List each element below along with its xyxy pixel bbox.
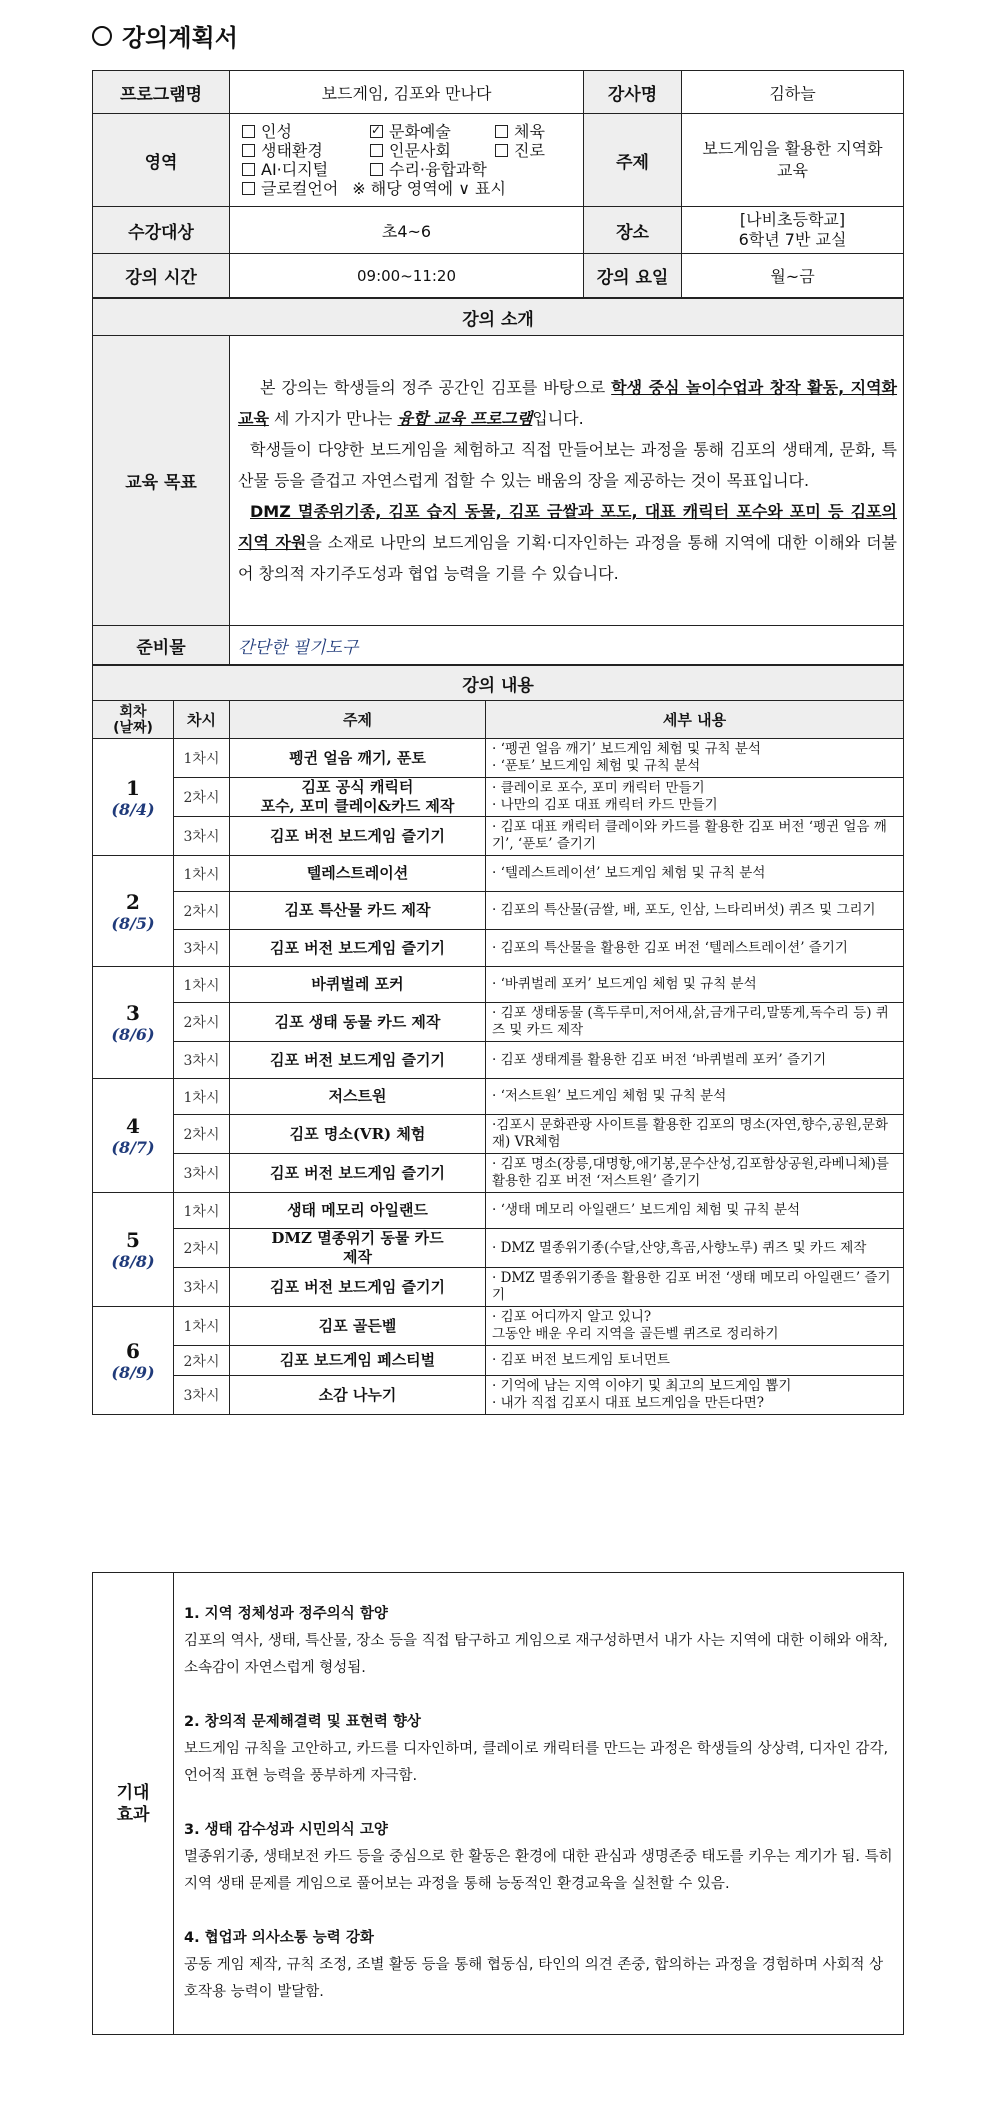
topic-cell: 김포 골든벨 bbox=[230, 1307, 486, 1346]
checkbox-icon[interactable] bbox=[495, 125, 508, 138]
area-option-label: 진로 bbox=[514, 141, 545, 160]
day-label: 강의 요일 bbox=[584, 254, 682, 298]
detail-cell: · 기억에 남는 지역 이야기 및 최고의 보드게임 뽑기 · 내가 직접 김포시 대표 보드게임을 만든다면? bbox=[486, 1376, 904, 1415]
order-cell: 1차시 bbox=[174, 1079, 230, 1115]
detail-cell: · 김포 생태계를 활용한 김포 버전 ‘바퀴벌레 포커’ 즐기기 bbox=[486, 1042, 904, 1079]
topic-cell: 펭귄 얼음 깨기, 푼토 bbox=[230, 739, 486, 778]
content-row bbox=[93, 1115, 904, 1154]
subject-label: 주제 bbox=[584, 114, 682, 207]
session-cell bbox=[93, 1079, 174, 1193]
effect-spacer bbox=[184, 1682, 893, 1709]
checkbox-icon[interactable] bbox=[370, 163, 383, 176]
session-number: 6 bbox=[126, 1339, 140, 1363]
detail-cell: · 클레이로 포수, 포미 캐릭터 만들기 · 나만의 김포 대표 캐릭터 카드 만들기 bbox=[486, 778, 904, 817]
area-label: 영역 bbox=[93, 114, 230, 207]
topic-cell: 저스트원 bbox=[230, 1079, 486, 1115]
detail-cell: · DMZ 멸종위기종을 활용한 김포 버전 ‘생태 메모리 아일랜드’ 즐기기 bbox=[486, 1268, 904, 1307]
area-option bbox=[370, 123, 495, 140]
session-cell bbox=[93, 856, 174, 967]
area-option-label: AI·디지털 bbox=[261, 160, 329, 179]
col-session: 회차 (날짜) bbox=[93, 701, 174, 739]
effect-heading: 3. 생태 감수성과 시민의식 고양 bbox=[184, 1822, 388, 1838]
area-option-label: 체육 bbox=[514, 122, 545, 141]
effects-content bbox=[174, 1573, 904, 2035]
content-row bbox=[93, 892, 904, 930]
order-cell: 2차시 bbox=[174, 1115, 230, 1154]
session-cell bbox=[93, 739, 174, 856]
goal-paragraph-3: DMZ 멸종위기종, 김포 습지 동물, 김포 금쌀과 포도, 대표 캐릭터 포수와 포미 등 김포의 지역 자원을 소재로 나만의 보드게임을 기획·디자인하는 과정을 통해 지역에 대한 이해와 더불어 창의적 자기주도성과 협업 능력을 기를 수 있습니다. bbox=[238, 502, 898, 583]
checked-box-icon[interactable] bbox=[370, 125, 383, 138]
content-row bbox=[93, 1079, 904, 1115]
effect-heading: 2. 창의적 문제해결력 및 표현력 향상 bbox=[184, 1714, 421, 1730]
session-number: 3 bbox=[126, 1001, 140, 1025]
effect-body: 보드게임 규칙을 고안하고, 카드를 디자인하며, 클레이로 캐릭터를 만드는 과정은 학생들의 상상력, 디자인 감각, 언어적 표현 능력을 풍부하게 자극함. bbox=[184, 1741, 889, 1784]
topic-cell: 김포 버전 보드게임 즐기기 bbox=[230, 1268, 486, 1307]
session-date: (8/4) bbox=[111, 799, 155, 819]
day-value: 월~금 bbox=[682, 254, 904, 298]
program-value: 보드게임, 김포와 만나다 bbox=[230, 71, 584, 114]
area-option-label: 문화예술 bbox=[389, 122, 451, 141]
session-date: (8/8) bbox=[111, 1252, 155, 1271]
checkbox-icon[interactable] bbox=[242, 182, 255, 195]
order-cell: 2차시 bbox=[174, 1003, 230, 1042]
content-row bbox=[93, 856, 904, 892]
area-option-label: 인문사회 bbox=[389, 141, 451, 160]
intro-header: 강의 소개 bbox=[93, 299, 904, 336]
document-title-text: 강의계획서 bbox=[122, 24, 238, 52]
order-cell: 3차시 bbox=[174, 1376, 230, 1415]
order-cell: 3차시 bbox=[174, 1268, 230, 1307]
detail-cell: · 김포 명소(장릉,대명항,애기봉,문수산성,김포함상공원,라베니체)를 활용한 김포 버전 ‘저스트원’ 즐기기 bbox=[486, 1154, 904, 1193]
checkbox-icon[interactable] bbox=[242, 125, 255, 138]
time-label: 강의 시간 bbox=[93, 254, 230, 298]
target-value: 초4~6 bbox=[230, 207, 584, 254]
topic-cell: DMZ 멸종위기 동물 카드 제작 bbox=[230, 1229, 486, 1268]
topic-cell: 김포 버전 보드게임 즐기기 bbox=[230, 1154, 486, 1193]
session-cell bbox=[93, 967, 174, 1079]
topic-cell: 김포 명소(VR) 체험 bbox=[230, 1115, 486, 1154]
instructor-value: 김하늘 bbox=[682, 71, 904, 114]
topic-cell: 김포 버전 보드게임 즐기기 bbox=[230, 930, 486, 967]
session-date: (8/5) bbox=[111, 913, 155, 933]
goal-label: 교육 목표 bbox=[93, 336, 230, 626]
session-date: (8/6) bbox=[111, 1025, 155, 1044]
topic-cell: 텔레스트레이션 bbox=[230, 856, 486, 892]
content-row bbox=[93, 1346, 904, 1376]
session-number: 4 bbox=[126, 1114, 140, 1138]
detail-cell: · 김포 버전 보드게임 토너먼트 bbox=[486, 1346, 904, 1376]
area-option bbox=[495, 142, 575, 159]
area-option bbox=[242, 161, 370, 178]
time-value: 09:00~11:20 bbox=[230, 254, 584, 298]
document-title bbox=[92, 18, 238, 53]
detail-cell: · ‘바퀴벌레 포커’ 보드게임 체험 및 규칙 분석 bbox=[486, 967, 904, 1003]
detail-cell: · 김포 대표 캐릭터 클레이와 카드를 활용한 김포 버전 ‘펭귄 얼음 깨기’, ‘푼토’ 즐기기 bbox=[486, 817, 904, 856]
order-cell: 1차시 bbox=[174, 1193, 230, 1229]
content-row bbox=[93, 967, 904, 1003]
area-option bbox=[370, 142, 495, 159]
order-cell: 2차시 bbox=[174, 1229, 230, 1268]
goal-content bbox=[230, 336, 904, 626]
session-number: 5 bbox=[126, 1228, 140, 1252]
area-option-label: 글로컬언어 bbox=[261, 179, 339, 198]
order-cell: 3차시 bbox=[174, 817, 230, 856]
detail-cell: · ‘펭귄 얼음 깨기’ 보드게임 체험 및 규칙 분석 · ‘푼토’ 보드게임 체험 및 규칙 분석 bbox=[486, 739, 904, 778]
detail-cell: · 김포 생태동물 (흑두루미,저어새,삵,금개구리,말똥게,독수리 등) 퀴즈 및 카드 제작 bbox=[486, 1003, 904, 1042]
checkbox-icon[interactable] bbox=[370, 144, 383, 157]
col-detail: 세부 내용 bbox=[486, 701, 904, 739]
detail-cell: · ‘텔레스트레이션’ 보드게임 체험 및 규칙 분석 bbox=[486, 856, 904, 892]
topic-cell: 김포 보드게임 페스티벌 bbox=[230, 1346, 486, 1376]
content-table bbox=[92, 665, 904, 1415]
effects-label: 기대 효과 bbox=[93, 1573, 174, 2035]
area-option bbox=[242, 142, 370, 159]
checkbox-icon[interactable] bbox=[242, 163, 255, 176]
subject-value: 보드게임을 활용한 지역화 교육 bbox=[682, 114, 904, 207]
topic-cell: 생태 메모리 아일랜드 bbox=[230, 1193, 486, 1229]
topic-cell: 김포 버전 보드게임 즐기기 bbox=[230, 817, 486, 856]
content-header: 강의 내용 bbox=[93, 666, 904, 701]
topic-cell: 김포 특산물 카드 제작 bbox=[230, 892, 486, 930]
content-row bbox=[93, 778, 904, 817]
instructor-label: 강사명 bbox=[584, 71, 682, 114]
content-row bbox=[93, 1229, 904, 1268]
order-cell: 1차시 bbox=[174, 967, 230, 1003]
place-line2: 6학년 7반 교실 bbox=[738, 230, 847, 249]
place-label: 장소 bbox=[584, 207, 682, 254]
prep-label: 준비물 bbox=[93, 626, 230, 665]
area-option-label: 인성 bbox=[261, 122, 292, 141]
session-number: 1 bbox=[126, 775, 140, 800]
content-row bbox=[93, 1307, 904, 1346]
area-option-label: 수리·융합과학 bbox=[389, 160, 487, 179]
session-cell bbox=[93, 1193, 174, 1307]
content-row bbox=[93, 1042, 904, 1079]
info-table bbox=[92, 70, 904, 298]
effects-table bbox=[92, 1572, 904, 2035]
effect-body: 멸종위기종, 생태보전 카드 등을 중심으로 한 활동은 환경에 대한 관심과 생명존중 태도를 키우는 계기가 됨. 특히 지역 생태 문제를 게임으로 풀어보는 과정을 통해 능동적인 환경교육을 실천할 수 있음. bbox=[184, 1849, 893, 1892]
order-cell: 2차시 bbox=[174, 892, 230, 930]
topic-cell: 김포 생태 동물 카드 제작 bbox=[230, 1003, 486, 1042]
detail-cell: · ‘저스트원’ 보드게임 체험 및 규칙 분석 bbox=[486, 1079, 904, 1115]
session-cell bbox=[93, 1307, 174, 1415]
topic-cell: 김포 버전 보드게임 즐기기 bbox=[230, 1042, 486, 1079]
content-row bbox=[93, 1268, 904, 1307]
detail-cell: · 김포 어디까지 알고 있니? 그동안 배운 우리 지역을 골든벨 퀴즈로 정리하기 bbox=[486, 1307, 904, 1346]
area-option bbox=[242, 123, 370, 140]
goal-paragraph-2: 학생들이 다양한 보드게임을 체험하고 직접 만들어보는 과정을 통해 김포의 생태계, 문화, 특산물 등을 즐겁고 자연스럽게 접할 수 있는 배움의 장을 제공하는 것이 목표입니다. bbox=[238, 440, 898, 490]
order-cell: 2차시 bbox=[174, 778, 230, 817]
topic-cell: 김포 공식 캐릭터 포수, 포미 클레이&카드 제작 bbox=[230, 778, 486, 817]
detail-cell: · 김포의 특산물(금쌀, 배, 포도, 인삼, 느타리버섯) 퀴즈 및 그리기 bbox=[486, 892, 904, 930]
effect-body: 김포의 역사, 생태, 특산물, 장소 등을 직접 탐구하고 게임으로 재구성하면서 내가 사는 지역에 대한 이해와 애착, 소속감이 자연스럽게 형성됨. bbox=[184, 1633, 888, 1676]
detail-cell: · ‘생태 메모리 아일랜드’ 보드게임 체험 및 규칙 분석 bbox=[486, 1193, 904, 1229]
session-number: 2 bbox=[126, 889, 140, 914]
area-option bbox=[495, 123, 575, 140]
place-line1: [나비초등학교] bbox=[739, 210, 846, 229]
session-date: (8/9) bbox=[111, 1363, 155, 1382]
prep-value: 간단한 필기도구 bbox=[230, 626, 904, 665]
area-options bbox=[230, 114, 584, 207]
area-option bbox=[370, 161, 495, 178]
target-label: 수강대상 bbox=[93, 207, 230, 254]
area-option-last-row bbox=[242, 180, 575, 197]
content-row bbox=[93, 1003, 904, 1042]
content-row bbox=[93, 817, 904, 856]
detail-cell: ·김포시 문화관광 사이트를 활용한 김포의 명소(자연,향수,공원,문화재) VR체험 bbox=[486, 1115, 904, 1154]
intro-table bbox=[92, 298, 904, 665]
effect-spacer bbox=[184, 1898, 893, 1925]
program-label: 프로그램명 bbox=[93, 71, 230, 114]
content-row bbox=[93, 1154, 904, 1193]
place-value bbox=[682, 207, 904, 254]
session-date: (8/7) bbox=[111, 1138, 155, 1157]
detail-cell: · DMZ 멸종위기종(수달,산양,흑곰,사향노루) 퀴즈 및 카드 제작 bbox=[486, 1229, 904, 1268]
content-row bbox=[93, 1193, 904, 1229]
topic-cell: 바퀴벌레 포커 bbox=[230, 967, 486, 1003]
content-row bbox=[93, 930, 904, 967]
detail-cell: · 김포의 특산물을 활용한 김포 버전 ‘텔레스트레이션’ 즐기기 bbox=[486, 930, 904, 967]
order-cell: 1차시 bbox=[174, 1307, 230, 1346]
order-cell: 1차시 bbox=[174, 856, 230, 892]
order-cell: 3차시 bbox=[174, 1042, 230, 1079]
content-row bbox=[93, 1376, 904, 1415]
col-topic: 주제 bbox=[230, 701, 486, 739]
area-option-label: 생태환경 bbox=[261, 141, 323, 160]
effect-spacer bbox=[184, 1790, 893, 1817]
effect-heading: 1. 지역 정체성과 정주의식 함양 bbox=[184, 1606, 388, 1622]
circle-bullet-icon bbox=[92, 26, 112, 46]
order-cell: 2차시 bbox=[174, 1346, 230, 1376]
checkbox-icon[interactable] bbox=[495, 144, 508, 157]
area-note: ※ 해당 영역에 ∨ 표시 bbox=[352, 179, 506, 198]
checkbox-icon[interactable] bbox=[242, 144, 255, 157]
effect-body: 공동 게임 제작, 규칙 조정, 조별 활동 등을 통해 협동심, 타인의 의견 존중, 합의하는 과정을 경험하며 사회적 상호작용 능력이 발달함. bbox=[184, 1957, 884, 2000]
content-row bbox=[93, 739, 904, 778]
order-cell: 1차시 bbox=[174, 739, 230, 778]
goal-paragraph-1: 본 강의는 학생들의 정주 공간인 김포를 바탕으로 학생 중심 놀이수업과 창작 활동, 지역화 교육 세 가지가 만나는 융합 교육 프로그램입니다. bbox=[238, 378, 898, 428]
effect-heading: 4. 협업과 의사소통 능력 강화 bbox=[184, 1930, 374, 1946]
order-cell: 3차시 bbox=[174, 1154, 230, 1193]
col-order: 차시 bbox=[174, 701, 230, 739]
order-cell: 3차시 bbox=[174, 930, 230, 967]
topic-cell: 소감 나누기 bbox=[230, 1376, 486, 1415]
